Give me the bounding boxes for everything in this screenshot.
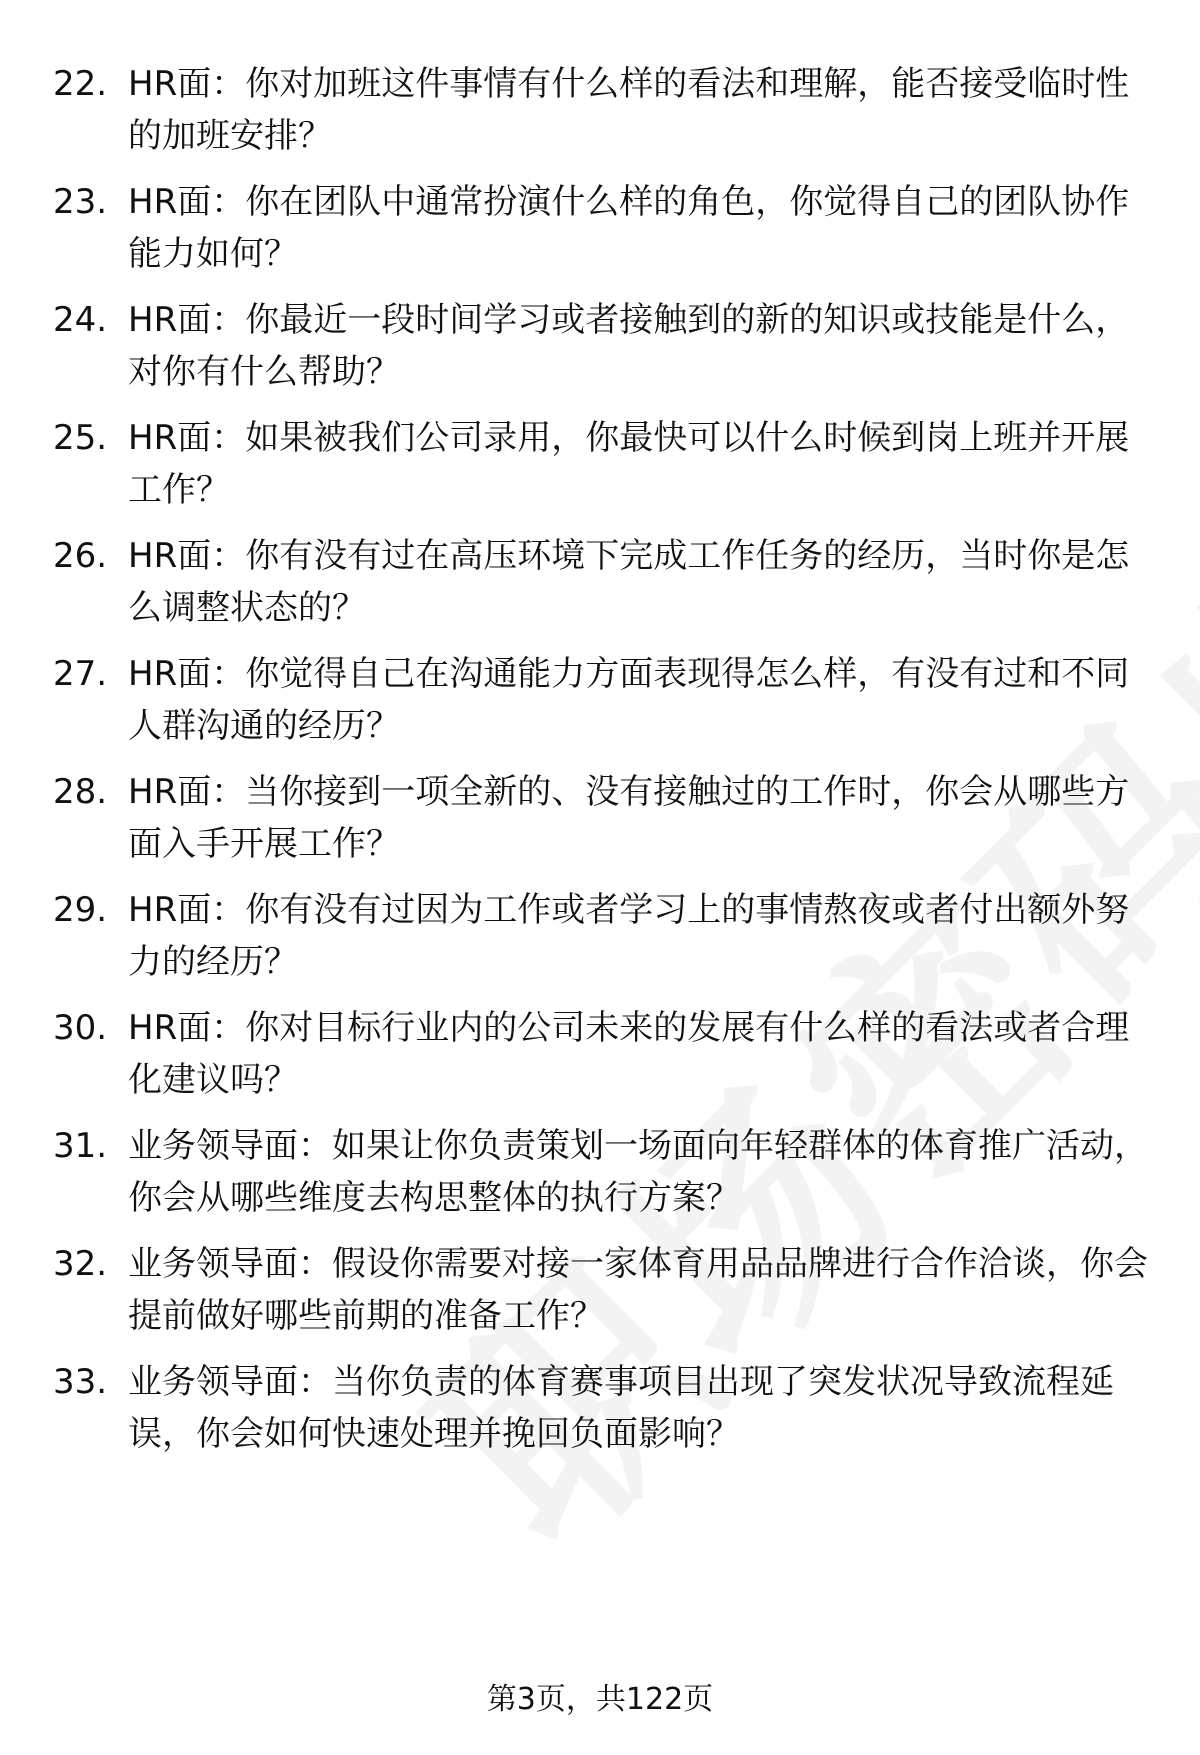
question-number: 25.	[53, 418, 108, 458]
question-item	[0, 1120, 1200, 1230]
question-text: HR面：你在团队中通常扮演什么样的角色，你觉得自己的团队协作能力如何？	[128, 182, 1130, 274]
question-text: HR面：你最近一段时间学习或者接触到的新的知识或技能是什么，对你有什么帮助？	[128, 300, 1130, 392]
question-text: 业务领导面：如果让你负责策划一场面向年轻群体的体育推广活动，你会从哪些维度去构思整体的执行方案？	[128, 1126, 1148, 1218]
question-text: HR面：你有没有过在高压环境下完成工作任务的经历，当时你是怎么调整状态的？	[128, 536, 1130, 628]
question-item	[0, 530, 1200, 640]
question-text: HR面：当你接到一项全新的、没有接触过的工作时，你会从哪些方面入手开展工作？	[128, 772, 1130, 864]
question-item	[0, 884, 1200, 994]
question-item	[0, 176, 1200, 286]
question-number: 27.	[53, 654, 108, 694]
question-item	[0, 1002, 1200, 1112]
question-text: 业务领导面：当你负责的体育赛事项目出现了突发状况导致流程延误，你会如何快速处理并挽回负面影响？	[128, 1362, 1114, 1454]
question-item	[0, 648, 1200, 758]
question-number: 28.	[53, 772, 108, 812]
question-number: 22.	[53, 64, 108, 104]
question-item	[0, 1238, 1200, 1348]
page-footer: 第3页，共122页	[486, 1682, 714, 1717]
question-item	[0, 766, 1200, 876]
question-item	[0, 1356, 1200, 1466]
question-number: 31.	[53, 1126, 108, 1166]
question-text: HR面：你有没有过因为工作或者学习上的事情熬夜或者付出额外努力的经历？	[128, 890, 1130, 982]
question-text: HR面：如果被我们公司录用，你最快可以什么时候到岗上班并开展工作？	[128, 418, 1130, 510]
question-number: 32.	[53, 1244, 108, 1284]
question-number: 26.	[53, 536, 108, 576]
question-number: 29.	[53, 890, 108, 930]
question-text: 业务领导面：假设你需要对接一家体育用品品牌进行合作洽谈，你会提前做好哪些前期的准备工作？	[128, 1244, 1148, 1336]
question-item	[0, 412, 1200, 522]
question-number: 33.	[53, 1362, 108, 1402]
question-text: HR面：你觉得自己在沟通能力方面表现得怎么样，有没有过和不同人群沟通的经历？	[128, 654, 1130, 746]
question-number: 30.	[53, 1008, 108, 1048]
question-item	[0, 294, 1200, 404]
question-text: HR面：你对目标行业内的公司未来的发展有什么样的看法或者合理化建议吗？	[128, 1008, 1130, 1100]
question-number: 23.	[53, 182, 108, 222]
question-number: 24.	[53, 300, 108, 340]
question-item	[0, 58, 1200, 168]
question-text: HR面：你对加班这件事情有什么样的看法和理解，能否接受临时性的加班安排？	[128, 64, 1130, 156]
